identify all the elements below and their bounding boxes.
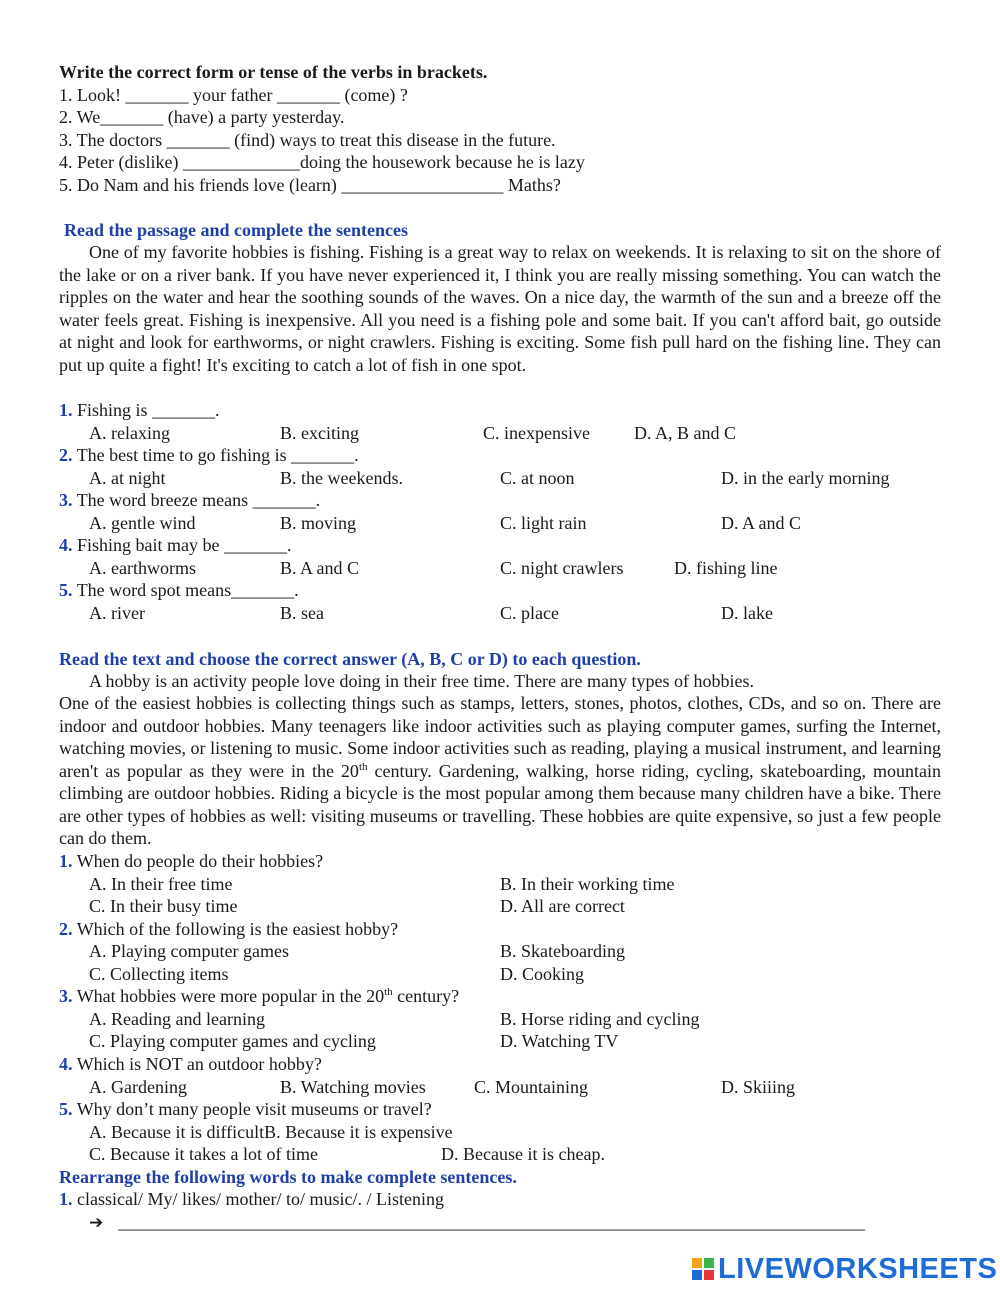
option-b: B. the weekends. xyxy=(280,468,403,488)
option-b: B. sea xyxy=(280,603,324,623)
option-a: A. river xyxy=(89,603,145,623)
fishing-question-1 xyxy=(59,399,220,421)
question-number: 2. xyxy=(59,919,73,939)
passage-part: century. Gardening, walking, horse riding, cycling, skateboarding, mountain climbing are outdoor hobbies. Riding a bicycle is the most popular among them because many children have a bike. There are other types of hobbies as well: visiting museums or travelling. These hobbies are quite expensive, so just a few people can do them. xyxy=(59,760,941,848)
passage-part: One of the easiest hobbies is collecting things such as stamps, letters, stones, photos, clothes, CDs, and so on. There are indoor and outdoor hobbies. Many teenagers like indoor activities such as playing computer games, surfing the Internet, watching movies, or listening to music. Some indoor activities such as reading, playing a musical instrument, and learning aren't as popular as they were in the 20 xyxy=(59,693,941,781)
hobby-question-2 xyxy=(59,918,398,940)
option-c: C. night crawlers xyxy=(500,558,624,578)
option-a-b: A. Because it is difficultB. Because it is expensive xyxy=(89,1122,453,1142)
option-c: C. place xyxy=(500,603,559,623)
option-c: C. inexpensive xyxy=(483,423,590,443)
question-number: 1. xyxy=(59,400,73,420)
option-a: A. gentle wind xyxy=(89,513,196,533)
option-d: D. Watching TV xyxy=(500,1031,619,1051)
option-a: A. at night xyxy=(89,468,166,488)
question-text: The word spot means_______. xyxy=(76,580,299,600)
option-c: C. Collecting items xyxy=(89,964,229,984)
question-number: 5. xyxy=(59,580,73,600)
option-b: B. Watching movies xyxy=(280,1077,426,1097)
answer-line[interactable]: ___________________________________________________________________________________ xyxy=(118,1212,865,1232)
option-a: A. Playing computer games xyxy=(89,941,289,961)
option-c: C. at noon xyxy=(500,468,575,488)
hobby-question-1 xyxy=(59,850,323,872)
option-d: D. Because it is cheap. xyxy=(441,1144,605,1164)
option-a: A. relaxing xyxy=(89,423,170,443)
hobby-question-3 xyxy=(59,985,459,1007)
section2-heading: Read the passage and complete the sentences xyxy=(64,220,408,240)
superscript-th: th xyxy=(358,760,368,773)
option-a: A. Reading and learning xyxy=(89,1009,265,1029)
question-text: What hobbies were more popular in the 20 xyxy=(76,986,385,1006)
option-c: C. Mountaining xyxy=(474,1077,589,1097)
option-c: C. In their busy time xyxy=(89,896,238,916)
option-d: D. in the early morning xyxy=(721,468,890,488)
question-text: Which of the following is the easiest hobby? xyxy=(76,919,399,939)
question-number: 4. xyxy=(59,535,73,555)
verb-item-1: 1. Look! _______ your father _______ (come) ? xyxy=(59,85,408,105)
option-d: D. A, B and C xyxy=(634,423,737,443)
fishing-question-3 xyxy=(59,489,320,511)
option-b: B. In their working time xyxy=(500,874,675,894)
question-number: 1. xyxy=(59,1189,73,1209)
fishing-question-5 xyxy=(59,579,299,601)
question-number: 2. xyxy=(59,445,73,465)
option-b: B. A and C xyxy=(280,558,360,578)
option-a: A. In their free time xyxy=(89,874,233,894)
question-text: Fishing bait may be _______. xyxy=(77,535,292,555)
question-text: The best time to go fishing is _______. xyxy=(76,445,359,465)
option-b: B. Horse riding and cycling xyxy=(500,1009,700,1029)
option-d: D. Skiiing xyxy=(721,1077,796,1097)
verb-item-2: 2. We_______ (have) a party yesterday. xyxy=(59,107,345,127)
logo-squares-icon xyxy=(692,1258,714,1280)
fishing-passage: One of my favorite hobbies is fishing. Fishing is a great way to relax on weekends. It is relaxing to sit on the shore of the lake or on a river bank. If you have never experienced it, I think you are really missing something. You can watch the ripples on the water and hear the soothing sounds of the waves. On a nice day, the warmth of the sun and a breeze off the water feels great. Fishing is inexpensive. All you need is a fishing pole and some bait. If you can't afford bait, go outside at night and look for earthworms, or night crawlers. Fishing is exciting. Some fish pull hard on the fishing line. They can put up quite a fight! It's exciting to catch a lot of fish in one spot. xyxy=(59,242,941,375)
option-d: D. Cooking xyxy=(500,964,585,984)
question-text: The word breeze means _______. xyxy=(76,490,321,510)
verb-item-5: 5. Do Nam and his friends love (learn) __________________ Maths? xyxy=(59,175,561,195)
question-text: Why don’t many people visit museums or travel? xyxy=(76,1099,432,1119)
option-b: B. exciting xyxy=(280,423,359,443)
arrow-icon: ➔ xyxy=(89,1213,104,1233)
option-d: D. A and C xyxy=(721,513,802,533)
question-text: century? xyxy=(392,986,460,1006)
section4-heading: Rearrange the following words to make complete sentences. xyxy=(59,1167,517,1187)
scrambled-words: classical/ My/ likes/ mother/ to/ music/. / Listening xyxy=(77,1189,444,1209)
option-d: D. lake xyxy=(721,603,773,623)
fishing-question-4 xyxy=(59,534,292,556)
logo-text: LIVEWORKSHEETS xyxy=(718,1252,998,1285)
superscript-th: th xyxy=(384,986,393,998)
question-text: Fishing is _______. xyxy=(77,400,220,420)
verb-item-4: 4. Peter (dislike) _____________doing the housework because he is lazy xyxy=(59,152,585,172)
liveworksheets-logo xyxy=(692,1253,997,1285)
section3-heading: Read the text and choose the correct answer (A, B, C or D) to each question. xyxy=(59,649,641,669)
hobby-intro: A hobby is an activity people love doing in their free time. There are many types of hobbies. xyxy=(89,671,754,691)
option-d: D. All are correct xyxy=(500,896,625,916)
question-number: 4. xyxy=(59,1054,73,1074)
question-number: 3. xyxy=(59,490,73,510)
option-a: A. Gardening xyxy=(89,1077,187,1097)
option-d: D. fishing line xyxy=(674,558,778,578)
question-text: Which is NOT an outdoor hobby? xyxy=(76,1054,322,1074)
question-number: 3. xyxy=(59,986,73,1006)
hobby-passage xyxy=(59,692,941,850)
option-c: C. light rain xyxy=(500,513,587,533)
option-b: B. Skateboarding xyxy=(500,941,625,961)
question-number: 5. xyxy=(59,1099,73,1119)
hobby-question-5 xyxy=(59,1098,432,1120)
fishing-question-2 xyxy=(59,444,359,466)
rearrange-item-1 xyxy=(59,1188,444,1210)
option-c: C. Playing computer games and cycling xyxy=(89,1031,376,1051)
option-a: A. earthworms xyxy=(89,558,196,578)
verb-item-3: 3. The doctors _______ (find) ways to treat this disease in the future. xyxy=(59,130,556,150)
hobby-question-4 xyxy=(59,1053,322,1075)
question-number: 1. xyxy=(59,851,73,871)
section1-heading: Write the correct form or tense of the verbs in brackets. xyxy=(59,62,488,82)
question-text: When do people do their hobbies? xyxy=(76,851,324,871)
option-c: C. Because it takes a lot of time xyxy=(89,1144,318,1164)
option-b: B. moving xyxy=(280,513,357,533)
